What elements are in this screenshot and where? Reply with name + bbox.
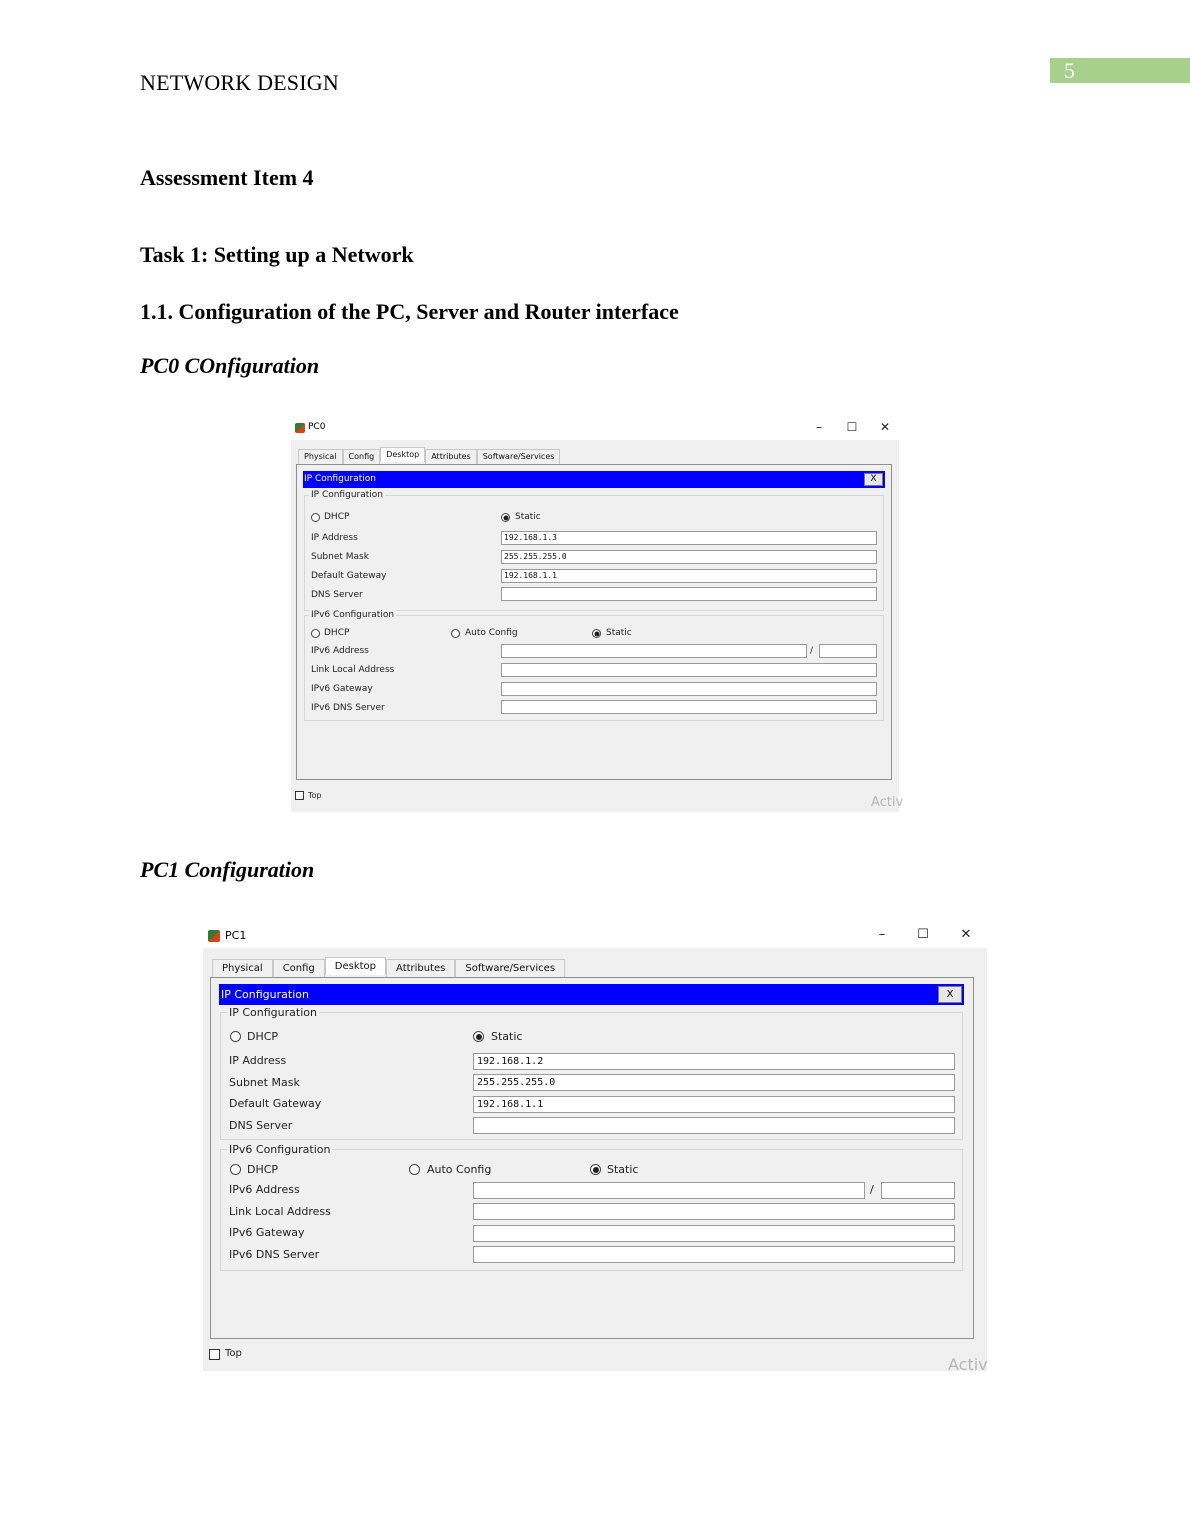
ipv6-static-radio[interactable] [590,1164,601,1175]
ipv6-dhcp-label: DHCP [247,1163,279,1176]
default-gateway-label: Default Gateway [311,571,387,581]
packet-tracer-icon [295,423,305,433]
minimize-icon[interactable]: – [878,927,886,942]
top-checkbox-label: Top [308,791,322,800]
tab-desktop[interactable]: Desktop [380,447,425,462]
ipv6-auto-config-radio[interactable] [451,629,460,638]
tab-desktop[interactable]: Desktop [325,957,386,975]
tab-physical[interactable]: Physical [212,959,273,977]
ipv6-gateway-label: IPv6 Gateway [311,684,373,694]
ipv6-auto-config-label: Auto Config [427,1163,492,1176]
ipv6-dns-label: IPv6 DNS Server [311,703,385,713]
default-gateway-label: Default Gateway [229,1097,322,1110]
ip-address-label: IP Address [229,1054,287,1067]
ipv6-prefix-field[interactable] [881,1182,955,1199]
minimize-icon[interactable]: – [816,420,822,434]
ipv6-address-label: IPv6 Address [311,646,369,656]
ipv6-static-radio[interactable] [592,629,601,638]
ipv6-auto-config-label: Auto Config [465,628,518,638]
ip-config-close-button[interactable]: X [938,986,962,1003]
ipv4-static-radio[interactable] [473,1031,484,1042]
default-gateway-field[interactable]: 192.168.1.1 [501,569,877,583]
window-title: PC1 [225,929,247,942]
ip-config-titlebar [303,471,885,488]
ipv6-auto-config-radio[interactable] [409,1164,420,1175]
ipv6-prefix-field[interactable] [819,644,877,658]
ipv6-static-label: Static [607,1163,639,1176]
tab-bar [298,449,560,464]
subnet-mask-label: Subnet Mask [229,1076,300,1089]
ipv4-group-label: IP Configuration [311,490,383,500]
ipv6-dhcp-radio[interactable] [230,1164,241,1175]
dns-server-label: DNS Server [311,590,363,600]
title-bar [203,924,987,948]
ipv4-static-label: Static [491,1030,523,1043]
dns-server-field[interactable] [501,587,877,601]
ipv6-address-label: IPv6 Address [229,1183,300,1196]
pc1-window [203,924,988,1374]
page-number: 5 [1050,58,1190,83]
tab-config[interactable]: Config [343,449,381,464]
subnet-mask-field[interactable]: 255.255.255.0 [501,550,877,564]
tab-bar [212,959,565,977]
ipv4-static-label: Static [515,512,541,522]
maximize-icon[interactable]: ☐ [917,927,929,942]
ipv6-group-label: IPv6 Configuration [229,1143,331,1156]
top-checkbox[interactable] [209,1349,220,1360]
tab-software-services[interactable]: Software/Services [477,449,561,464]
heading-task: Task 1: Setting up a Network [140,242,414,267]
subnet-mask-label: Subnet Mask [311,552,369,562]
ipv6-dhcp-label: DHCP [324,628,350,638]
tab-software-services[interactable]: Software/Services [455,959,565,977]
link-local-field[interactable] [473,1203,955,1220]
ip-address-label: IP Address [311,533,358,543]
tab-attributes[interactable]: Attributes [425,449,477,464]
ipv6-static-label: Static [606,628,632,638]
tab-config[interactable]: Config [273,959,325,977]
link-local-label: Link Local Address [229,1205,331,1218]
dns-server-field[interactable] [473,1117,955,1134]
ipv4-group-label: IP Configuration [229,1006,317,1019]
window-title: PC0 [308,422,326,432]
subnet-mask-field[interactable]: 255.255.255.0 [473,1074,955,1091]
activation-watermark: Activ [948,1355,988,1374]
ipv6-group-label: IPv6 Configuration [311,610,395,620]
dns-server-label: DNS Server [229,1119,293,1132]
tab-physical[interactable]: Physical [298,449,343,464]
ipv6-dns-label: IPv6 DNS Server [229,1248,320,1261]
ip-config-title: IP Configuration [221,988,309,1001]
maximize-icon[interactable]: ☐ [846,420,858,434]
prefix-slash: / [810,646,814,656]
prefix-slash: / [870,1183,874,1196]
caption-pc0: PC0 COnfiguration [140,353,320,378]
ipv4-dhcp-radio[interactable] [311,513,320,522]
ip-config-close-button[interactable]: X [864,473,883,486]
running-head: NETWORK DESIGN [140,70,339,95]
top-checkbox[interactable] [295,791,304,800]
close-icon[interactable]: ✕ [960,927,972,942]
ipv6-dhcp-radio[interactable] [311,629,320,638]
link-local-field[interactable] [501,663,877,677]
ipv6-address-field[interactable] [501,644,807,658]
ip-address-field[interactable]: 192.168.1.3 [501,531,877,545]
ip-address-field[interactable]: 192.168.1.2 [473,1053,955,1070]
ipv4-static-radio[interactable] [501,513,510,522]
top-checkbox-label: Top [225,1348,242,1359]
ipv6-address-field[interactable] [473,1182,865,1199]
ipv6-gateway-field[interactable] [473,1225,955,1242]
ip-config-titlebar [219,984,964,1005]
ipv6-gateway-field[interactable] [501,682,877,696]
caption-pc1: PC1 Configuration [140,857,315,882]
title-bar [291,418,899,440]
ip-config-title: IP Configuration [304,474,376,484]
ipv6-dns-field[interactable] [501,700,877,714]
tab-attributes[interactable]: Attributes [386,959,455,977]
close-icon[interactable]: ✕ [879,420,891,434]
pc0-window [291,418,904,812]
activation-watermark: Activ [871,795,904,810]
heading-section: 1.1. Configuration of the PC, Server and Router interface [140,299,679,324]
ipv4-dhcp-label: DHCP [247,1030,279,1043]
default-gateway-field[interactable]: 192.168.1.1 [473,1096,955,1113]
packet-tracer-icon [208,930,220,942]
ipv6-dns-field[interactable] [473,1246,955,1263]
heading-assessment: Assessment Item 4 [140,165,314,190]
ipv6-gateway-label: IPv6 Gateway [229,1226,305,1239]
link-local-label: Link Local Address [311,665,395,675]
ipv4-dhcp-label: DHCP [324,512,350,522]
ipv4-dhcp-radio[interactable] [230,1031,241,1042]
